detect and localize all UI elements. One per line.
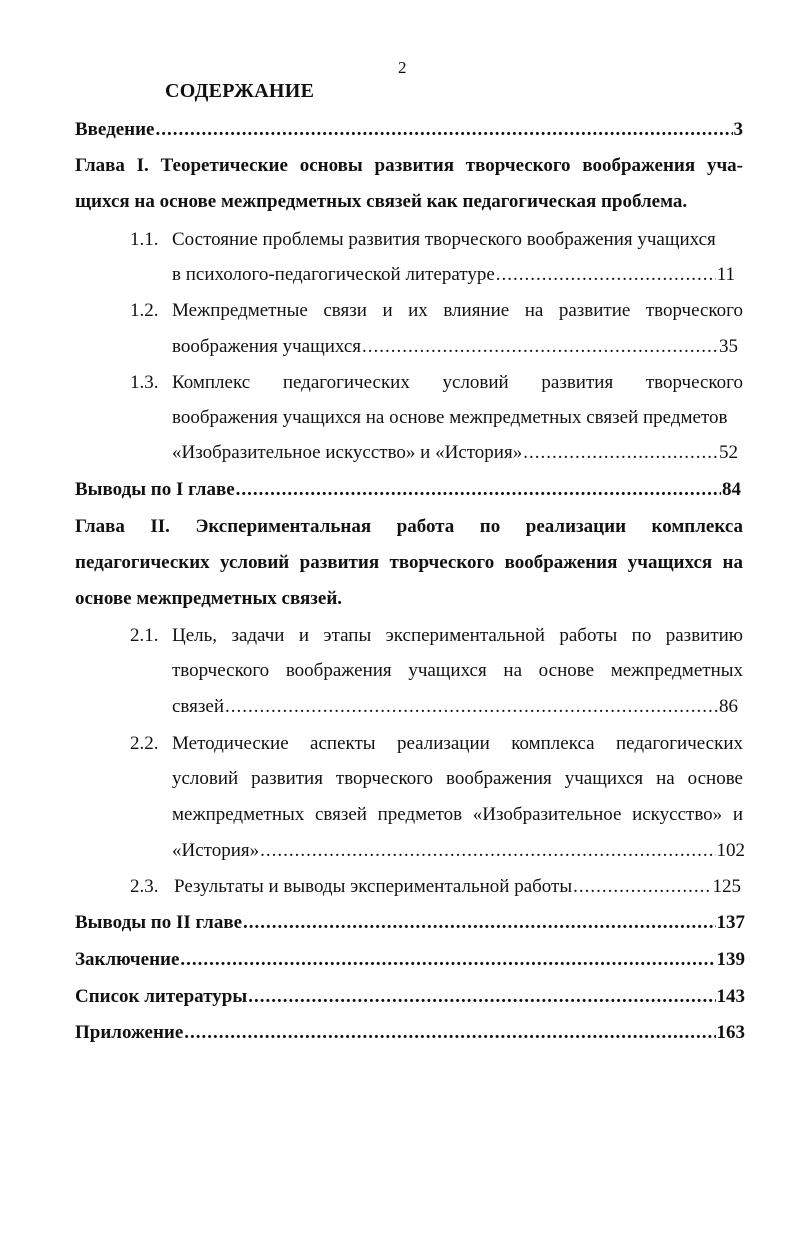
dot-leader xyxy=(236,478,721,502)
toc-page: 143 xyxy=(716,986,745,1007)
section-number: 1.1. xyxy=(130,229,159,250)
chapter2-heading-line3: основе межпредметных связей. xyxy=(75,588,343,609)
toc-label: Результаты и выводы экспериментальной работы xyxy=(174,876,573,897)
section-2-3-line1 xyxy=(174,875,741,899)
dot-leader xyxy=(496,263,716,287)
toc-page: 11 xyxy=(716,264,735,285)
toc-label: в психолого-педагогической литературе xyxy=(172,264,495,285)
dot-leader xyxy=(260,839,715,863)
toc-label: связей xyxy=(172,696,224,717)
chapter2-heading-line2: педагогических условий развития творческого воображения учащихся на xyxy=(75,552,743,573)
section-1-3-line1: Комплекс педагогических условий развития творческого xyxy=(172,372,743,393)
toc-entry-appendix xyxy=(75,1021,745,1045)
toc-page: 102 xyxy=(716,840,745,861)
section-2-1-line2: творческого воображения учащихся на основе межпредметных xyxy=(172,660,743,681)
toc-page: 163 xyxy=(716,1022,745,1043)
toc-page: 86 xyxy=(719,696,738,717)
section-1-2-line2 xyxy=(172,335,738,359)
section-number: 2.1. xyxy=(130,625,159,646)
toc-page: 139 xyxy=(716,949,745,970)
section-1-3-line2: воображения учащихся на основе межпредметных связей предметов xyxy=(172,407,728,428)
toc-label: Выводы по II главе xyxy=(75,912,243,933)
dot-leader xyxy=(180,948,715,972)
toc-entry-conclusions-2 xyxy=(75,911,745,935)
section-1-1-line1: Состояние проблемы развития творческого воображения учащихся xyxy=(172,229,716,250)
page-number: 2 xyxy=(398,58,407,77)
toc-label: «История» xyxy=(172,840,260,861)
toc-label: Приложение xyxy=(75,1022,184,1043)
dot-leader xyxy=(156,118,733,142)
toc-page: 125 xyxy=(712,876,741,897)
toc-title: СОДЕРЖАНИЕ xyxy=(165,80,315,102)
dot-leader xyxy=(243,911,715,935)
section-1-3-line3 xyxy=(172,441,738,465)
toc-label: Список литературы xyxy=(75,986,248,1007)
section-number: 1.3. xyxy=(130,372,159,393)
toc-label: воображения учащихся xyxy=(172,336,361,357)
toc-page: 3 xyxy=(733,119,743,140)
section-1-2-line1: Межпредметные связи и их влияние на развитие творческого xyxy=(172,300,743,321)
toc-page: 52 xyxy=(719,442,738,463)
toc-label: «Изобразительное искусство» и «История» xyxy=(172,442,523,463)
dot-leader xyxy=(248,985,715,1009)
section-2-1-line3 xyxy=(172,695,738,719)
section-2-1-line1: Цель, задачи и этапы экспериментальной работы по развитию xyxy=(172,625,743,646)
section-2-2-line1: Методические аспекты реализации комплекса педагогических xyxy=(172,733,743,754)
dot-leader xyxy=(225,695,718,719)
section-number: 2.3. xyxy=(130,876,159,897)
toc-label: Заключение xyxy=(75,949,180,970)
section-2-2-line2: условий развития творческого воображения учащихся на основе xyxy=(172,768,743,789)
toc-entry-conclusions-1 xyxy=(75,478,741,502)
section-2-2-line4 xyxy=(172,839,745,863)
toc-entry-conclusion xyxy=(75,948,745,972)
chapter1-heading-line1: Глава I. Теоретические основы развития творческого воображения уча- xyxy=(75,155,743,176)
section-number: 1.2. xyxy=(130,300,159,321)
dot-leader xyxy=(573,875,711,899)
section-2-2-line3: межпредметных связей предметов «Изобразительное искусство» и xyxy=(172,804,743,825)
toc-page: 35 xyxy=(719,336,738,357)
section-number: 2.2. xyxy=(130,733,159,754)
toc-page: 84 xyxy=(722,479,741,500)
dot-leader xyxy=(362,335,718,359)
dot-leader xyxy=(523,441,718,465)
toc-entry-references xyxy=(75,985,745,1009)
toc-label: Введение xyxy=(75,119,155,140)
chapter2-heading-line1: Глава II. Экспериментальная работа по реализации комплекса xyxy=(75,516,743,537)
toc-page: 137 xyxy=(716,912,745,933)
dot-leader xyxy=(184,1021,715,1045)
section-1-1-line2 xyxy=(172,263,735,287)
toc-entry-intro xyxy=(75,118,743,142)
chapter1-heading-line2: щихся на основе межпредметных связей как педагогическая проблема. xyxy=(75,191,688,212)
toc-label: Выводы по I главе xyxy=(75,479,235,500)
